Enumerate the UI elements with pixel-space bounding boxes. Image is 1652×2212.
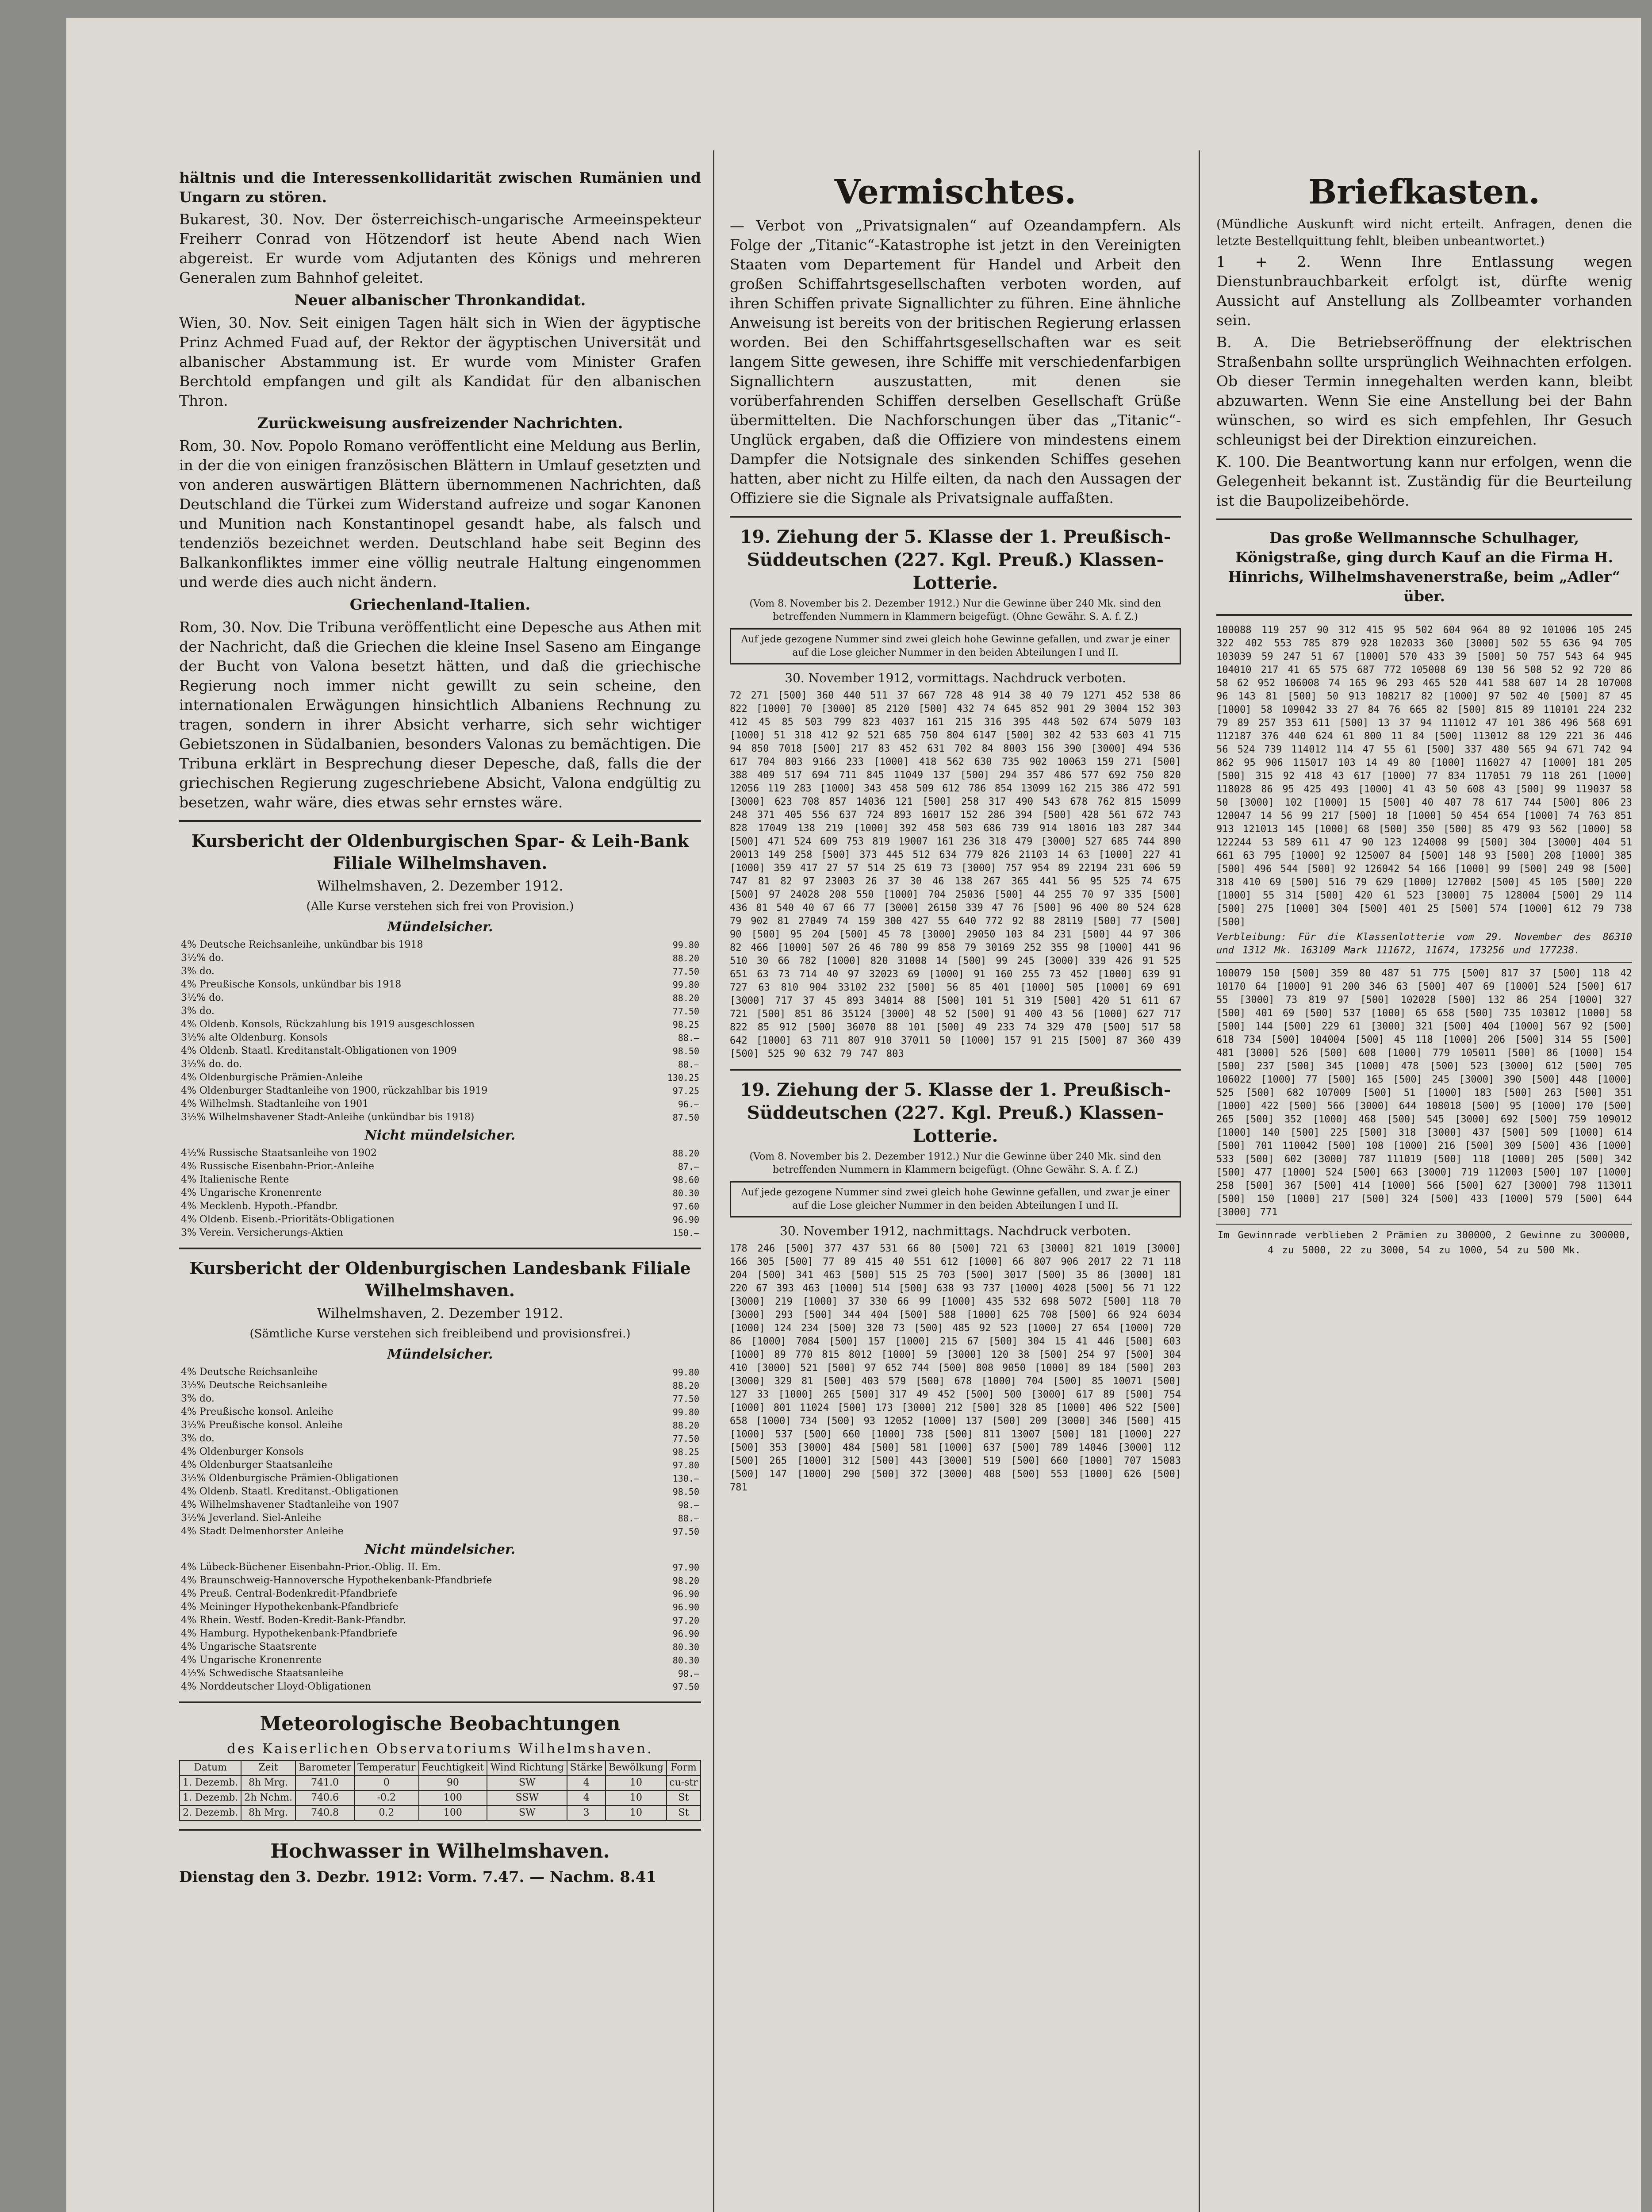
- quote-name: 4% Oldenburger Konsols: [181, 1446, 304, 1457]
- quote-name: 4% Ungarische Kronenrente: [181, 1187, 322, 1198]
- met-cell: 90: [419, 1775, 487, 1790]
- lottery-numbers-right-1: 100088 119 257 90 312 415 95 502 604 964 80 92 101006 105 245 322 402 553 785 879 928 102033 360 [3000] 502 55 636 94 705 103039 59 247 51 67 [1000] 570 433 39 [500] 50 757 543 64 945 104010 217 41 65 575 687 772 105008 69 130 56 508 52 92 720 86 58 62 952 106008 74 165 96 293 465 520 441 588 607 14 28 107008 96 143 81 [500] 50 913 108217 82 [1000] 97 502 40 [500] 87 45 [1000] 58 109042 33 27 84 76 665 82 [500] 815 89 110101 224 232 79 89 257 353 611 [500] 13 37 94 111012 47 101 386 496 568 691 112187 376 440 624 61 800 11 84 [500] 113012 88 129 221 36 446 56 524 739 114012 114 47 55 61 [500] 337 480 565 94 671 742 94 862 95 906 115017 103 14 49 80 [1000] 116027 47 [1000] 181 205 [500] 315 92 418 43 617 [1000] 77 834 117051 79 118 261 [1000] 118028 86 95 425 493 [1000] 41 43 50 608 43 [500] 99 119037 58 50 [3000] 102 [1000] 15 [500] 40 407 78 617 744 [500] 806 23 120047 14 56 99 217 [500] 18 [1000] 50 454 654 [1000] 74 763 851 913 121013 145 [1000] 68 [500] 350 [500] 85 479 93 562 [1000] 58 122244 53 589 611 47 90 123 124008 99 [500] 304 [3000] 404 51 661 63 795 [1000] 92 125007 84 [500] 148 93 [500] 208 [1000] 385 [500] 496 544 [500] 92 126042 54 166 [1000] 99 [500] 249 98 [500] 318 410 69 [500] 516 79 629 [1000] 127002 [500] 45 105 [500] 220 [1000] 55 314 [500] 420 61 523 [3000] 75 128004 [500] 29 114 [500] 275 [1000] 304 [500] 401 25 [500] 574 [1000] 612 79 738 [500]: [1216, 625, 1632, 928]
- met-header-cell: Stärke: [567, 1760, 605, 1775]
- quote-row: [179, 1525, 701, 1538]
- quote-row: [179, 1654, 701, 1667]
- quote-row: [179, 1640, 701, 1654]
- quote-row: [179, 1627, 701, 1640]
- quote-name: 4% Rhein. Westf. Boden-Kredit-Bank-Pfandbr.: [181, 1615, 406, 1626]
- met-cell: St: [667, 1805, 701, 1820]
- quote-name: 4% Preußische konsol. Anleihe: [181, 1406, 333, 1417]
- quote-name: 4% Oldenburgische Prämien-Anleihe: [181, 1072, 363, 1083]
- quote-name: 4½% Schwedische Staatsanleihe: [181, 1668, 344, 1679]
- quote-name: 4% Oldenb. Staatl. Kreditanstalt-Obligationen von 1909: [181, 1045, 457, 1056]
- quote-value: 88.20: [672, 993, 699, 1003]
- quote-name: 3½% Jeverland. Siel-Anleihe: [181, 1513, 322, 1524]
- met-cell: 10: [606, 1805, 667, 1820]
- met-row: [180, 1775, 701, 1790]
- met-cell: 10: [606, 1775, 667, 1790]
- kurs1-note: (Alle Kurse verstehen sich frei von Provision.): [306, 900, 574, 913]
- quote-value: 130.—: [672, 1473, 699, 1484]
- quote-name: 3% Verein. Versicherungs-Aktien: [181, 1227, 343, 1238]
- article-bukarest: Bukarest, 30. Nov. Der österreichisch-ungarische Armeeinspekteur Freiherr Conrad von Hötzendorf ist heute Abend nach Wien abgereist. Er wurde vom Adjutanten des Königs und mehreren Generalen zum Bahnhof geleitet.: [179, 211, 701, 286]
- kurs1-table: [179, 938, 701, 1124]
- section-rule: [730, 1069, 1181, 1071]
- quote-name: 4% Wilhelmsh. Stadtanleihe von 1901: [181, 1098, 369, 1110]
- met-header-cell: Datum: [180, 1760, 241, 1775]
- lottery1-sub: (Vom 8. November bis 2. Dezember 1912.) Nur die Gewinne über 240 Mk. sind den betreffenden Nummern in Klammern beigefügt. (Ohne Gewähr. S. A. f. Z.): [749, 598, 1161, 622]
- right-column: [1216, 168, 1632, 2212]
- quote-value: 88.20: [672, 1420, 699, 1431]
- section-rule: [179, 1829, 701, 1831]
- quote-row: [179, 1018, 701, 1031]
- quote-value: 97.80: [672, 1460, 699, 1471]
- quote-row: [179, 1187, 701, 1200]
- article-signale: — Verbot von „Privatsignalen“ auf Ozeandampfern. Als Folge der „Titanic“-Katastrophe ist jetzt in den Vereinigten Staaten vom Departement für Handel und Arbeit den großen Schiffahrtsgesellschaften verboten worden, auf ihren Schiffen private Signallichter zu führen. Eine ähnliche Anweisung ist bereits von der britischen Regierung erlassen worden. Bei den Schiffahrtsgesellschaften war es seit langem Sitte gewesen, ihre Schiffe mit verschiedenfarbigen Signallichtern auszustatten, mit denen sie vorüberfahrenden Schiffen derselben Gesellschaft Grüße übermittelten. Die Nachforschungen über das „Titanic“-Unglück ergaben, daß die Offiziere von mindestens einem Dampfer die Notsignale des sinkenden Schiffes gesehen hatten, aber nicht zu Hilfe eilten, da nach den Aussagen der Offiziere sie die Signale als Privatsignale auffaßten.: [730, 217, 1181, 507]
- quote-row: [179, 1498, 701, 1512]
- met-cell: 0: [354, 1775, 418, 1790]
- quote-value: 88.20: [672, 1148, 699, 1159]
- lottery1-date: 30. November 1912, vormittags. Nachdruck verboten.: [785, 671, 1126, 685]
- kurs2-note: (Sämtliche Kurse verstehen sich freibleibend und provisionsfrei.): [249, 1327, 631, 1340]
- briefkasten-title: Briefkasten.: [1308, 172, 1541, 211]
- quote-value: 97.50: [672, 1526, 699, 1537]
- quote-value: 88.20: [672, 1380, 699, 1391]
- quote-value: 88.—: [678, 1513, 699, 1524]
- quote-value: 77.50: [672, 1433, 699, 1444]
- kurs2-section-2: Nicht mündelsicher.: [364, 1542, 516, 1557]
- quote-row: [179, 938, 701, 952]
- lottery1-box: Auf jede gezogene Nummer sind zwei gleich hohe Gewinne gefallen, und zwar je einer auf die Lose gleicher Nummer in den beiden Abteilungen I und II.: [730, 628, 1181, 664]
- quote-row: [179, 1587, 701, 1601]
- quote-row: [179, 1213, 701, 1226]
- quote-row: [179, 952, 701, 965]
- met-cell: 8h Mrg.: [241, 1775, 295, 1790]
- quote-value: 96.90: [672, 1628, 699, 1639]
- quote-name: 4% Preußische Konsols, unkündbar bis 1918: [181, 979, 402, 990]
- quote-name: 4% Braunschweig-Hannoversche Hypothekenbank-Pfandbriefe: [181, 1575, 492, 1586]
- met-cell: St: [667, 1790, 701, 1805]
- quote-row: [179, 991, 701, 1005]
- vermischtes-title: Vermischtes.: [834, 172, 1077, 211]
- tide-line: Dienstag den 3. Dezbr. 1912: Vorm. 7.47. — Nachm. 8.41: [179, 1868, 657, 1886]
- met-cell: 10: [606, 1790, 667, 1805]
- column-divider: [1199, 150, 1200, 2212]
- quote-value: 87.50: [672, 1112, 699, 1123]
- met-cell: 740.6: [295, 1790, 354, 1805]
- quote-row: [179, 1005, 701, 1018]
- article-wien: Wien, 30. Nov. Seit einigen Tagen hält sich in Wien der ägyptische Prinz Achmed Fuad auf, der Rektor der ägyptischen Universität und albanischer Abstammung ist. Er wurde vom Minister Grafen Berchtold empfangen und gilt als Kandidat für den albanischen Thron.: [179, 314, 701, 409]
- quote-value: 96.—: [678, 1099, 699, 1110]
- met-header-cell: Zeit: [241, 1760, 295, 1775]
- met-header-cell: Temperatur: [354, 1760, 418, 1775]
- quote-row: [179, 1160, 701, 1173]
- quote-row: [179, 1392, 701, 1406]
- met-header-cell: Form: [667, 1760, 701, 1775]
- quote-name: 3½% Deutsche Reichsanleihe: [181, 1380, 327, 1391]
- quote-name: 3% do.: [181, 1433, 215, 1444]
- quote-name: 3½% do. do.: [181, 1059, 242, 1070]
- column-divider: [713, 150, 714, 2212]
- section-rule: [1216, 962, 1632, 963]
- quote-row: [179, 1419, 701, 1432]
- article-rom-2: Rom, 30. Nov. Die Tribuna veröffentlicht eine Depesche aus Athen mit der Nachricht, daß die Griechen die kleine Insel Saseno am Eingange der Bucht von Valona besetzt hätten, und daß die griechische Regierung noch immer nicht gewillt zu sein scheine, den internationalen Erwägungen hinsichtlich Albaniens Rechnung zu tragen, sondern in ihrer Absicht verharre, sich sehr wichtiger Gebietszonen in Südalbanien, besonders Valonas zu bemächtigen. Die Tribuna erklärt in Besprechung dieser Depesche, daß, falls die der griechischen Regierung zugeschriebene Absicht, Valona endgültig zu besetzen, wahr wäre, dies etwas sehr ernstes wäre.: [179, 618, 701, 811]
- quote-row: [179, 1459, 701, 1472]
- quote-row: [179, 1111, 701, 1124]
- quote-row: [179, 978, 701, 991]
- quote-value: 97.60: [672, 1201, 699, 1212]
- quote-name: 4% Hamburg. Hypothekenbank-Pfandbriefe: [181, 1628, 398, 1639]
- quote-name: 4% Deutsche Reichsanleihe: [181, 1367, 318, 1378]
- section-rule: [179, 1248, 701, 1249]
- met-cell: SW: [487, 1805, 567, 1820]
- quote-value: 96.90: [672, 1214, 699, 1225]
- quote-name: 3% do.: [181, 1006, 215, 1017]
- final-note-2: 4 zu 5000, 22 zu 3000, 54 zu 1000, 54 zu 500 Mk.: [1268, 1245, 1581, 1256]
- met-cell: 2h Nchm.: [241, 1790, 295, 1805]
- section-rule: [1216, 518, 1632, 520]
- quote-row: [179, 1098, 701, 1111]
- quote-row: [179, 1485, 701, 1498]
- quote-name: 3½% Preußische konsol. Anleihe: [181, 1420, 343, 1431]
- quote-row: [179, 1512, 701, 1525]
- quote-row: [179, 1472, 701, 1485]
- met-row: [180, 1805, 701, 1820]
- quote-value: 96.90: [672, 1589, 699, 1599]
- quote-value: 80.30: [672, 1655, 699, 1666]
- kurs2-table-2: [179, 1561, 701, 1694]
- quote-row: [179, 965, 701, 978]
- briefkasten-answer-1: 1 + 2. Wenn Ihre Entlassung wegen Dienstunbrauchbarkeit erfolgt ist, dürfte wenig Aussicht auf Anstellung als Zollbeamter vorhanden sein.: [1216, 253, 1632, 329]
- kurs1-date: Wilhelmshaven, 2. Dezember 1912.: [317, 878, 563, 894]
- met-cell: 1. Dezemb.: [180, 1775, 241, 1790]
- quote-value: 88.—: [678, 1059, 699, 1070]
- quote-value: 98.50: [672, 1486, 699, 1497]
- quote-row: [179, 1614, 701, 1627]
- met-cell: SW: [487, 1775, 567, 1790]
- heading-greece: Griechenland-Italien.: [349, 596, 531, 614]
- quote-value: 88.—: [678, 1033, 699, 1043]
- quote-name: 4% Oldenb. Konsols, Rückzahlung bis 1919 ausgeschlossen: [181, 1019, 475, 1030]
- quote-row: [179, 1200, 701, 1213]
- lottery2-box: Auf jede gezogene Nummer sind zwei gleich hohe Gewinne gefallen, und zwar je einer auf die Lose gleicher Nummer in den beiden Abteilungen I und II.: [730, 1181, 1181, 1217]
- quote-row: [179, 1226, 701, 1240]
- section-rule: [1216, 1224, 1632, 1225]
- quote-value: 97.25: [672, 1086, 699, 1096]
- quote-value: 97.20: [672, 1615, 699, 1626]
- quote-value: 98.—: [678, 1668, 699, 1679]
- quote-name: 4% Stadt Delmenhorster Anleihe: [181, 1526, 344, 1537]
- section-rule: [730, 516, 1181, 518]
- quote-name: 4% Italienische Rente: [181, 1174, 289, 1185]
- quote-value: 97.50: [672, 1682, 699, 1692]
- kurs2-section: Mündelsicher.: [387, 1347, 493, 1362]
- met-cell: 4: [567, 1790, 605, 1805]
- quote-row: [179, 1071, 701, 1084]
- tide-title: Hochwasser in Wilhelmshaven.: [270, 1840, 610, 1863]
- intro-heading: hältnis und die Interessenkollidarität zwischen Rumänien und Ungarn zu stören.: [179, 169, 701, 206]
- quote-name: 4% Mecklenb. Hypoth.-Pfandbr.: [181, 1201, 338, 1212]
- lottery1-title: 19. Ziehung der 5. Klasse der 1. Preußisch-Süddeutschen (227. Kgl. Preuß.) Klassen-Lotterie.: [740, 526, 1171, 593]
- quote-value: 99.80: [672, 1407, 699, 1417]
- advertisement: Das große Wellmannsche Schulhager, Königstraße, ging durch Kauf an die Firma H. Hinrichs, Wilhelmshavenerstraße, beim „Adler“ über.: [1228, 529, 1621, 605]
- middle-column: [730, 168, 1181, 2212]
- quote-value: 88.20: [672, 953, 699, 964]
- quote-value: 99.80: [672, 979, 699, 990]
- heading-denial: Zurückweisung ausfreizender Nachrichten.: [257, 415, 623, 432]
- quote-row: [179, 1667, 701, 1680]
- lottery2-date: 30. November 1912, nachmittags. Nachdruck verboten.: [780, 1224, 1131, 1238]
- met-header-cell: Feuchtigkeit: [419, 1760, 487, 1775]
- quote-value: 77.50: [672, 966, 699, 977]
- heading-albanian: Neuer albanischer Thronkandidat.: [294, 292, 586, 309]
- met-row: [180, 1790, 701, 1805]
- quote-name: 4% Ungarische Kronenrente: [181, 1655, 322, 1666]
- quote-name: 3½% Oldenburgische Prämien-Obligationen: [181, 1473, 399, 1484]
- quote-value: 80.30: [672, 1642, 699, 1652]
- quote-value: 97.90: [672, 1562, 699, 1573]
- briefkasten-answer-2: B. A. Die Betriebseröffnung der elektrischen Straßenbahn sollte ursprünglich Weihnachten erfolgen. Ob dieser Termin innegehalten werden kann, bleibt abzuwarten. Wenn Sie eine Anstellung bei der Bahn wünschen, so wird es sich empfehlen, Ihr Gesuch schleunigst bei der Direktion einzureichen.: [1216, 334, 1632, 448]
- met-header-cell: Wind Richtung: [487, 1760, 567, 1775]
- quote-name: 3½% do.: [181, 952, 224, 964]
- quote-name: 4% Deutsche Reichsanleihe, unkündbar bis 1918: [181, 939, 423, 950]
- quote-value: 98.20: [672, 1575, 699, 1586]
- quote-value: 98.25: [672, 1447, 699, 1457]
- quote-value: 77.50: [672, 1006, 699, 1017]
- quote-name: 3% do.: [181, 966, 215, 977]
- kurs1-section: Mündelsicher.: [387, 919, 493, 935]
- kurs1-table-2: [179, 1147, 701, 1240]
- met-cell: 8h Mrg.: [241, 1805, 295, 1820]
- quote-value: 98.50: [672, 1046, 699, 1056]
- quote-value: 96.90: [672, 1602, 699, 1613]
- quote-row: [179, 1084, 701, 1098]
- met-cell: 3: [567, 1805, 605, 1820]
- quote-name: 4% Russische Eisenbahn-Prior.-Anleihe: [181, 1161, 375, 1172]
- kurs2-date: Wilhelmshaven, 2. Dezember 1912.: [317, 1306, 563, 1321]
- lottery-note: Verbleibung: Für die Klassenlotterie vom 29. November des 86310 und 1312 Mk. 163109 Mark 111672, 11674, 173256 und 177238.: [1216, 932, 1632, 956]
- met-cell: -0.2: [354, 1790, 418, 1805]
- quote-value: 99.80: [672, 1367, 699, 1378]
- quote-row: [179, 1045, 701, 1058]
- kurs2-table: [179, 1366, 701, 1538]
- met-cell: 0.2: [354, 1805, 418, 1820]
- met-cell: 741.0: [295, 1775, 354, 1790]
- met-title: Meteorologische Beobachtungen: [260, 1713, 621, 1735]
- quote-name: 4½% Russische Staatsanleihe von 1902: [181, 1148, 377, 1159]
- quote-name: 3½% alte Oldenburg. Konsols: [181, 1032, 328, 1043]
- quote-name: 4% Oldenburger Stadtanleihe von 1900, rückzahlbar bis 1919: [181, 1085, 488, 1096]
- lottery-numbers-right-2: 100079 150 [500] 359 80 487 51 775 [500] 817 37 [500] 118 42 10170 64 [1000] 91 200 346 63 [500] 407 69 [1000] 524 [500] 617 55 [3000] 73 819 97 [500] 102028 [500] 132 86 254 [1000] 327 [500] 401 69 [500] 537 [1000] 65 658 [500] 735 103012 [1000] 58 [500] 144 [500] 229 61 [3000] 321 [500] 404 [1000] 567 92 [500] 618 734 [500] 104004 [500] 45 118 [1000] 206 [500] 314 55 [500] 481 [3000] 526 [500] 608 [1000] 779 105011 [500] 86 [1000] 154 [500] 237 [500] 345 [1000] 478 [500] 523 [3000] 612 [500] 705 106022 [1000] 77 [500] 165 [500] 245 [3000] 390 [500] 448 [1000] 525 [500] 682 107009 [500] 51 [1000] 183 [500] 263 [500] 351 [1000] 422 [500] 566 [3000] 644 108018 [500] 95 [1000] 170 [500] 265 [500] 352 [1000] 468 [500] 545 [3000] 692 [500] 759 109012 [1000] 140 [500] 225 [500] 318 [3000] 437 [500] 509 [1000] 614 [500] 701 110042 [500] 108 [1000] 216 [500] 309 [500] 436 [1000] 533 [500] 602 [3000] 787 111019 [500] 118 [1000] 205 [500] 342 [500] 477 [1000] 524 [500] 663 [3000] 719 112003 [500] 107 [1000] 258 [500] 367 [500] 414 [1000] 566 [500] 627 [3000] 798 113011 [500] 150 [1000] 217 [500] 324 [500] 433 [1000] 579 [500] 644 [3000] 771: [1216, 968, 1632, 1218]
- lottery2-numbers: 178 246 [500] 377 437 531 66 80 [500] 721 63 [3000] 821 1019 [3000] 166 305 [500] 77 89 415 40 551 612 [1000] 66 807 906 2017 22 71 118 204 [500] 341 463 [500] 515 25 703 [500] 3017 [500] 35 86 [3000] 181 220 67 393 463 [1000] 514 [500] 638 93 737 [1000] 4028 [500] 56 71 122 [3000] 219 [1000] 37 330 66 99 [1000] 435 532 698 5072 [500] 118 70 [3000] 293 [500] 344 404 [500] 588 [1000] 625 708 [500] 66 924 6034 [1000] 124 234 [500] 320 73 [500] 485 92 523 [1000] 27 654 [1000] 720 86 [1000] 7084 [500] 157 [1000] 215 67 [500] 304 15 41 446 [500] 603 [1000] 89 770 815 8012 [1000] 59 [3000] 120 38 [500] 254 97 [500] 304 410 [3000] 521 [500] 97 652 744 [500] 808 9050 [1000] 89 184 [500] 203 [3000] 329 81 [500] 403 579 [500] 678 [1000] 704 [500] 85 10071 [500] 127 33 [1000] 265 [500] 317 49 452 [500] 500 [3000] 617 89 [500] 754 [1000] 801 11024 [500] 173 [3000] 212 [500] 328 85 [1000] 406 522 [500] 658 [1000] 734 [500] 93 12052 [1000] 137 [500] 209 [3000] 346 [500] 415 [1000] 537 [500] 660 [1000] 738 [500] 811 13007 [500] 181 [1000] 227 [500] 353 [3000] 484 [500] 581 [1000] 637 [500] 789 14046 [3000] 112 [500] 265 [1000] 312 [500] 443 [3000] 519 [500] 660 [1000] 707 15083 [500] 147 [1000] 290 [500] 372 [3000] 408 [500] 553 [1000] 626 [500] 781: [730, 1243, 1181, 1493]
- quote-row: [179, 1173, 701, 1187]
- newspaper-page: [66, 18, 1641, 2212]
- briefkasten-note: (Mündliche Auskunft wird nicht erteilt. Anfragen, denen die letzte Bestellquittung fehlt, bleiben unbeantwortet.): [1216, 217, 1632, 248]
- quote-value: 98.—: [678, 1500, 699, 1510]
- quote-name: 3% do.: [181, 1393, 215, 1404]
- section-rule: [179, 820, 701, 822]
- met-header-cell: Barometer: [295, 1760, 354, 1775]
- quote-name: 4% Norddeutscher Lloyd-Obligationen: [181, 1681, 372, 1692]
- met-cell: 100: [419, 1805, 487, 1820]
- quote-name: 4% Oldenburger Staatsanleihe: [181, 1459, 333, 1471]
- lottery1-numbers: 72 271 [500] 360 440 511 37 667 728 48 914 38 40 79 1271 452 538 86 822 [1000] 70 [3000] 85 2120 [500] 432 74 645 852 901 29 3004 152 303 412 45 85 503 799 823 4037 161 215 316 395 448 502 674 5079 103 [1000] 51 318 412 92 521 685 750 804 6147 [500] 302 42 533 603 41 715 94 850 7018 [500] 217 83 452 631 702 84 8003 156 390 [3000] 494 536 617 704 803 9166 233 [1000] 418 562 630 735 902 10063 159 271 [500] 388 409 517 694 711 845 11049 137 [500] 294 357 486 577 692 750 820 12056 119 283 [1000] 343 458 509 612 786 854 13099 162 215 386 472 591 [3000] 623 708 857 14036 121 [500] 258 317 490 543 678 762 815 15099 248 371 405 556 637 724 893 16017 152 286 394 [500] 428 561 672 743 828 17049 138 219 [1000] 392 458 503 686 739 914 18016 103 287 344 [500] 471 524 609 753 819 19007 161 236 318 479 [3000] 527 685 744 890 20013 149 258 [500] 373 445 512 634 779 826 21103 14 63 [1000] 227 41 [1000] 359 417 27 57 514 25 619 73 [3000] 757 954 89 22194 231 606 59 747 81 82 97 23003 26 37 30 46 138 267 365 441 56 95 525 74 675 [500] 97 24028 208 550 [1000] 704 25036 [500] 44 255 70 97 335 [500] 436 81 540 40 67 66 77 [3000] 26150 339 47 76 [500] 96 400 80 524 628 79 902 81 27049 74 159 300 427 55 640 772 92 88 28119 [500] 77 [500] 90 [500] 95 204 [500] 45 78 [3000] 29050 103 84 231 [500] 44 97 306 82 466 [1000] 507 26 46 780 99 858 79 30169 252 355 98 [1000] 441 96 510 30 66 782 [1000] 820 31008 14 [500] 99 245 [3000] 339 426 91 525 651 63 73 714 40 97 32023 69 [1000] 91 160 255 73 452 [1000] 639 91 727 63 810 904 33102 232 [500] 56 85 401 [1000] 505 [1000] 69 691 [3000] 717 37 45 893 34014 88 [500] 101 51 319 [500] 420 51 611 67 721 [500] 851 86 35124 [3000] 48 52 [500] 91 400 43 56 [1000] 627 717 822 85 912 [500] 36070 88 101 [500] 49 233 74 329 470 [500] 517 58 642 [1000] 63 711 807 910 37011 50 [1000] 157 91 215 [500] 87 360 439 [500] 525 90 632 79 747 803: [730, 690, 1181, 1060]
- met-cell: 1. Dezemb.: [180, 1790, 241, 1805]
- quote-row: [179, 1445, 701, 1459]
- quote-value: 98.60: [672, 1175, 699, 1185]
- met-cell: 4: [567, 1775, 605, 1790]
- article-rom-1: Rom, 30. Nov. Popolo Romano veröffentlicht eine Meldung aus Berlin, in der die von einigen französischen Blättern in Umlauf gesetzten und von anderen auswärtigen Blättern übernommenen Nachrichten, daß Deutschland die Türkei zum Widerstand aufreize und sogar Kanonen und Munition nach Konstantinopel gesandt habe, als falsch und tendenziös bezeichnet werden. Deutschland habe seit Beginn des Balkankonfliktes immer eine völlig neutrale Haltung eingenommen und werde dies auch nicht ändern.: [179, 437, 701, 591]
- met-cell: 2. Dezemb.: [180, 1805, 241, 1820]
- quote-row: [179, 1031, 701, 1045]
- quote-name: 3½% Wilhelmshavener Stadt-Anleihe (unkündbar bis 1918): [181, 1112, 475, 1123]
- quote-row: [179, 1680, 701, 1694]
- quote-row: [179, 1379, 701, 1392]
- quote-name: 4% Preuß. Central-Bodenkredit-Pfandbriefe: [181, 1588, 398, 1599]
- quote-value: 98.25: [672, 1019, 699, 1030]
- kurs1-title: Kursbericht der Oldenburgischen Spar- & Leih-Bank Filiale Wilhelmshaven.: [191, 831, 689, 873]
- quote-row: [179, 1561, 701, 1574]
- quote-row: [179, 1432, 701, 1445]
- quote-row: [179, 1601, 701, 1614]
- quote-value: 150.—: [672, 1228, 699, 1238]
- quote-name: 4% Meininger Hypothekenbank-Pfandbriefe: [181, 1601, 399, 1613]
- quote-row: [179, 1147, 701, 1160]
- quote-name: 4% Oldenb. Eisenb.-Prioritäts-Obligationen: [181, 1214, 395, 1225]
- quote-name: 3½% do.: [181, 992, 224, 1003]
- quote-row: [179, 1574, 701, 1587]
- final-note-1: Im Gewinnrade verblieben 2 Prämien zu 300000, 2 Gewinne zu 300000,: [1217, 1230, 1631, 1241]
- quote-name: 4% Wilhelmshavener Stadtanleihe von 1907: [181, 1499, 399, 1510]
- met-header-cell: Bewölkung: [606, 1760, 667, 1775]
- quote-name: 4% Oldenb. Staatl. Kreditanst.-Obligationen: [181, 1486, 399, 1497]
- quote-value: 99.80: [672, 940, 699, 950]
- met-cell: cu-str: [667, 1775, 701, 1790]
- kurs1-section-2: Nicht mündelsicher.: [364, 1128, 516, 1143]
- kurs2-title: Kursbericht der Oldenburgischen Landesbank Filiale Wilhelmshaven.: [189, 1258, 691, 1300]
- section-rule: [1216, 614, 1632, 616]
- quote-name: 4% Lübeck-Büchener Eisenbahn-Prior.-Oblig. II. Em.: [181, 1562, 441, 1573]
- met-subtitle: des Kaiserlichen Observatoriums Wilhelmshaven.: [226, 1741, 653, 1757]
- quote-value: 130.25: [667, 1072, 699, 1083]
- met-cell: 740.8: [295, 1805, 354, 1820]
- quote-value: 87.—: [678, 1161, 699, 1172]
- section-rule: [179, 1701, 701, 1703]
- left-column: [179, 168, 701, 2212]
- met-table: [179, 1760, 701, 1821]
- met-cell: SSW: [487, 1790, 567, 1805]
- met-cell: 100: [419, 1790, 487, 1805]
- quote-value: 80.30: [672, 1188, 699, 1198]
- quote-row: [179, 1406, 701, 1419]
- quote-name: 4% Ungarische Staatsrente: [181, 1641, 317, 1652]
- lottery2-title: 19. Ziehung der 5. Klasse der 1. Preußisch-Süddeutschen (227. Kgl. Preuß.) Klassen-Lotterie.: [740, 1079, 1171, 1146]
- quote-row: [179, 1366, 701, 1379]
- quote-value: 77.50: [672, 1394, 699, 1404]
- lottery2-sub: (Vom 8. November bis 2. Dezember 1912.) Nur die Gewinne über 240 Mk. sind den betreffenden Nummern in Klammern beigefügt. (Ohne Gewähr. S. A. f. Z.): [749, 1151, 1161, 1175]
- quote-row: [179, 1058, 701, 1071]
- briefkasten-answer-3: K. 100. Die Beantwortung kann nur erfolgen, wenn die Gelegenheit bekannt ist. Zuständig für die Beurteilung ist die Baupolizeibehörde.: [1216, 453, 1632, 509]
